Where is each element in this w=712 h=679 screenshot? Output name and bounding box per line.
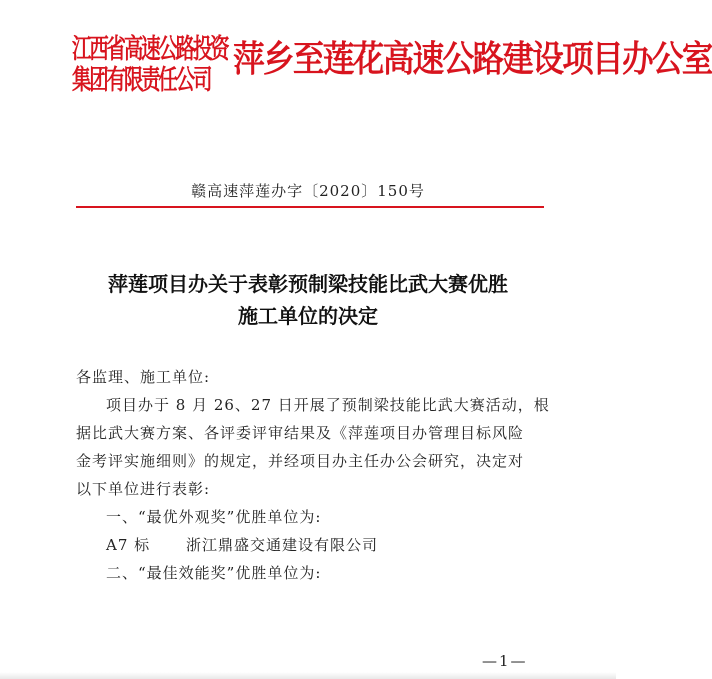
header-org-line2: 集团有限责任公司 xyxy=(72,65,211,96)
paragraph-line: 以下单位进行表彰: xyxy=(76,480,211,498)
header-org-left xyxy=(72,34,228,96)
document-title xyxy=(0,268,616,332)
document-body xyxy=(76,363,556,587)
header-org-right: 萍乡至莲花高速公路建设项目办公室 xyxy=(233,39,712,80)
award1-heading: 一、“最优外观奖”优胜单位为: xyxy=(106,508,322,526)
page-bottom-edge xyxy=(0,672,616,679)
title-line1: 萍莲项目办关于表彰预制梁技能比武大赛优胜 xyxy=(108,272,508,296)
paragraph-line: 金考评实施细则》的规定，并经项目办主任办公会研究，决定对 xyxy=(76,452,525,470)
award2-heading: 二、“最佳效能奖”优胜单位为: xyxy=(106,564,322,582)
paragraph-line: 项目办于 8 月 26、27 日开展了预制梁技能比武大赛活动，根 xyxy=(106,396,550,414)
title-line2: 施工单位的决定 xyxy=(238,304,378,328)
document-number: 赣高速萍莲办字〔2020〕150号 xyxy=(191,182,425,200)
award1-company: 浙江鼎盛交通建设有限公司 xyxy=(186,536,379,554)
paragraph-line: 据比武大赛方案、各评委评审结果及《萍莲项目办管理目标风险 xyxy=(76,424,525,442)
award1-section: A7 标 xyxy=(106,536,151,554)
header-org-line1: 江西省高速公路投资 xyxy=(72,34,228,65)
addressee: 各监理、施工单位: xyxy=(76,368,211,386)
award1-winner xyxy=(76,531,556,559)
header-red-divider xyxy=(76,206,544,208)
page-number: —1— xyxy=(482,652,528,670)
